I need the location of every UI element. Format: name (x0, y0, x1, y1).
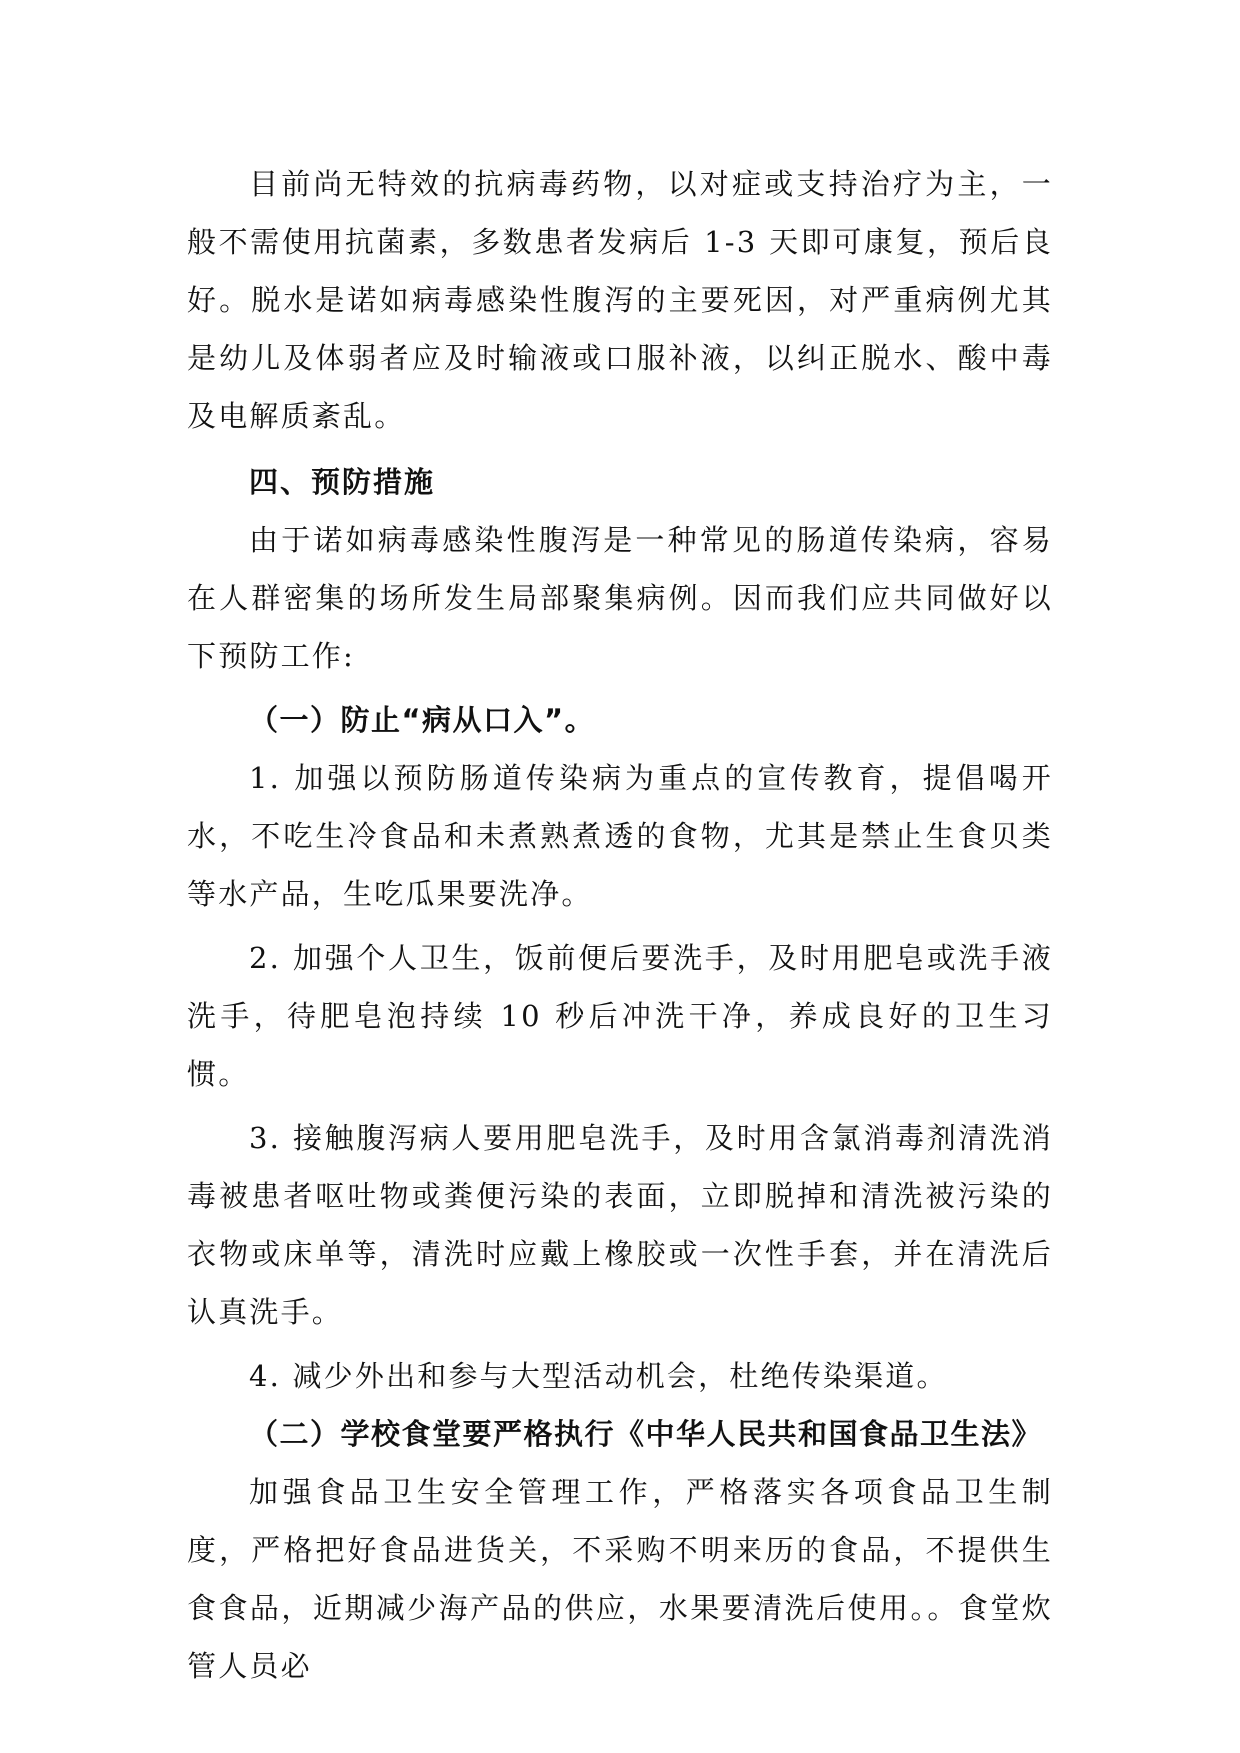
paragraph-treatment: 目前尚无特效的抗病毒药物，以对症或支持治疗为主，一般不需使用抗菌素，多数患者发病后 1-3 天即可康复，预后良好。脱水是诺如病毒感染性腹泻的主要死因，对严重病例尤其是幼儿及体弱者应及时输液或口服补液，以纠正脱水、酸中毒及电解质紊乱。 (187, 167, 1053, 433)
subheading-2: （二）学校食堂要严格执行《中华人民共和国食品卫生法》 (249, 1417, 1043, 1451)
list-item-1: 1. 加强以预防肠道传染病为重点的宣传教育，提倡喝开水，不吃生冷食品和未煮熟煮透的食物，尤其是禁止生食贝类等水产品，生吃瓜果要洗净。 (187, 761, 1053, 911)
paragraph-prevention-intro: 由于诺如病毒感染性腹泻是一种常见的肠道传染病，容易在人群密集的场所发生局部聚集病例。因而我们应共同做好以下预防工作: (187, 523, 1053, 673)
subheading-1: （一）防止“病从口入”。 (249, 703, 596, 737)
list-item-4: 4. 减少外出和参与大型活动机会，杜绝传染渠道。 (249, 1359, 948, 1393)
spacer (187, 445, 1053, 451)
list-item-3: 3. 接触腹泻病人要用肥皂洗手，及时用含氯消毒剂清洗消毒被患者呕吐物或粪便污染的表面，立即脱掉和清洗被污染的衣物或床单等，清洗时应戴上橡胶或一次性手套，并在清洗后认真洗手。 (187, 1121, 1053, 1329)
paragraph-canteen: 加强食品卫生安全管理工作，严格落实各项食品卫生制度，严格把好食品进货关，不采购不明来历的食品，不提供生食食品，近期减少海产品的供应，水果要清洗后使用。。食堂炊管人员必 (187, 1475, 1053, 1683)
list-item-2: 2. 加强个人卫生，饭前便后要洗手，及时用肥皂或洗手液洗手，待肥皂泡持续 10 秒后冲洗干净，养成良好的卫生习惯。 (187, 941, 1053, 1091)
section-heading-prevention: 四、预防措施 (249, 465, 436, 499)
document-page (187, 155, 1053, 1695)
